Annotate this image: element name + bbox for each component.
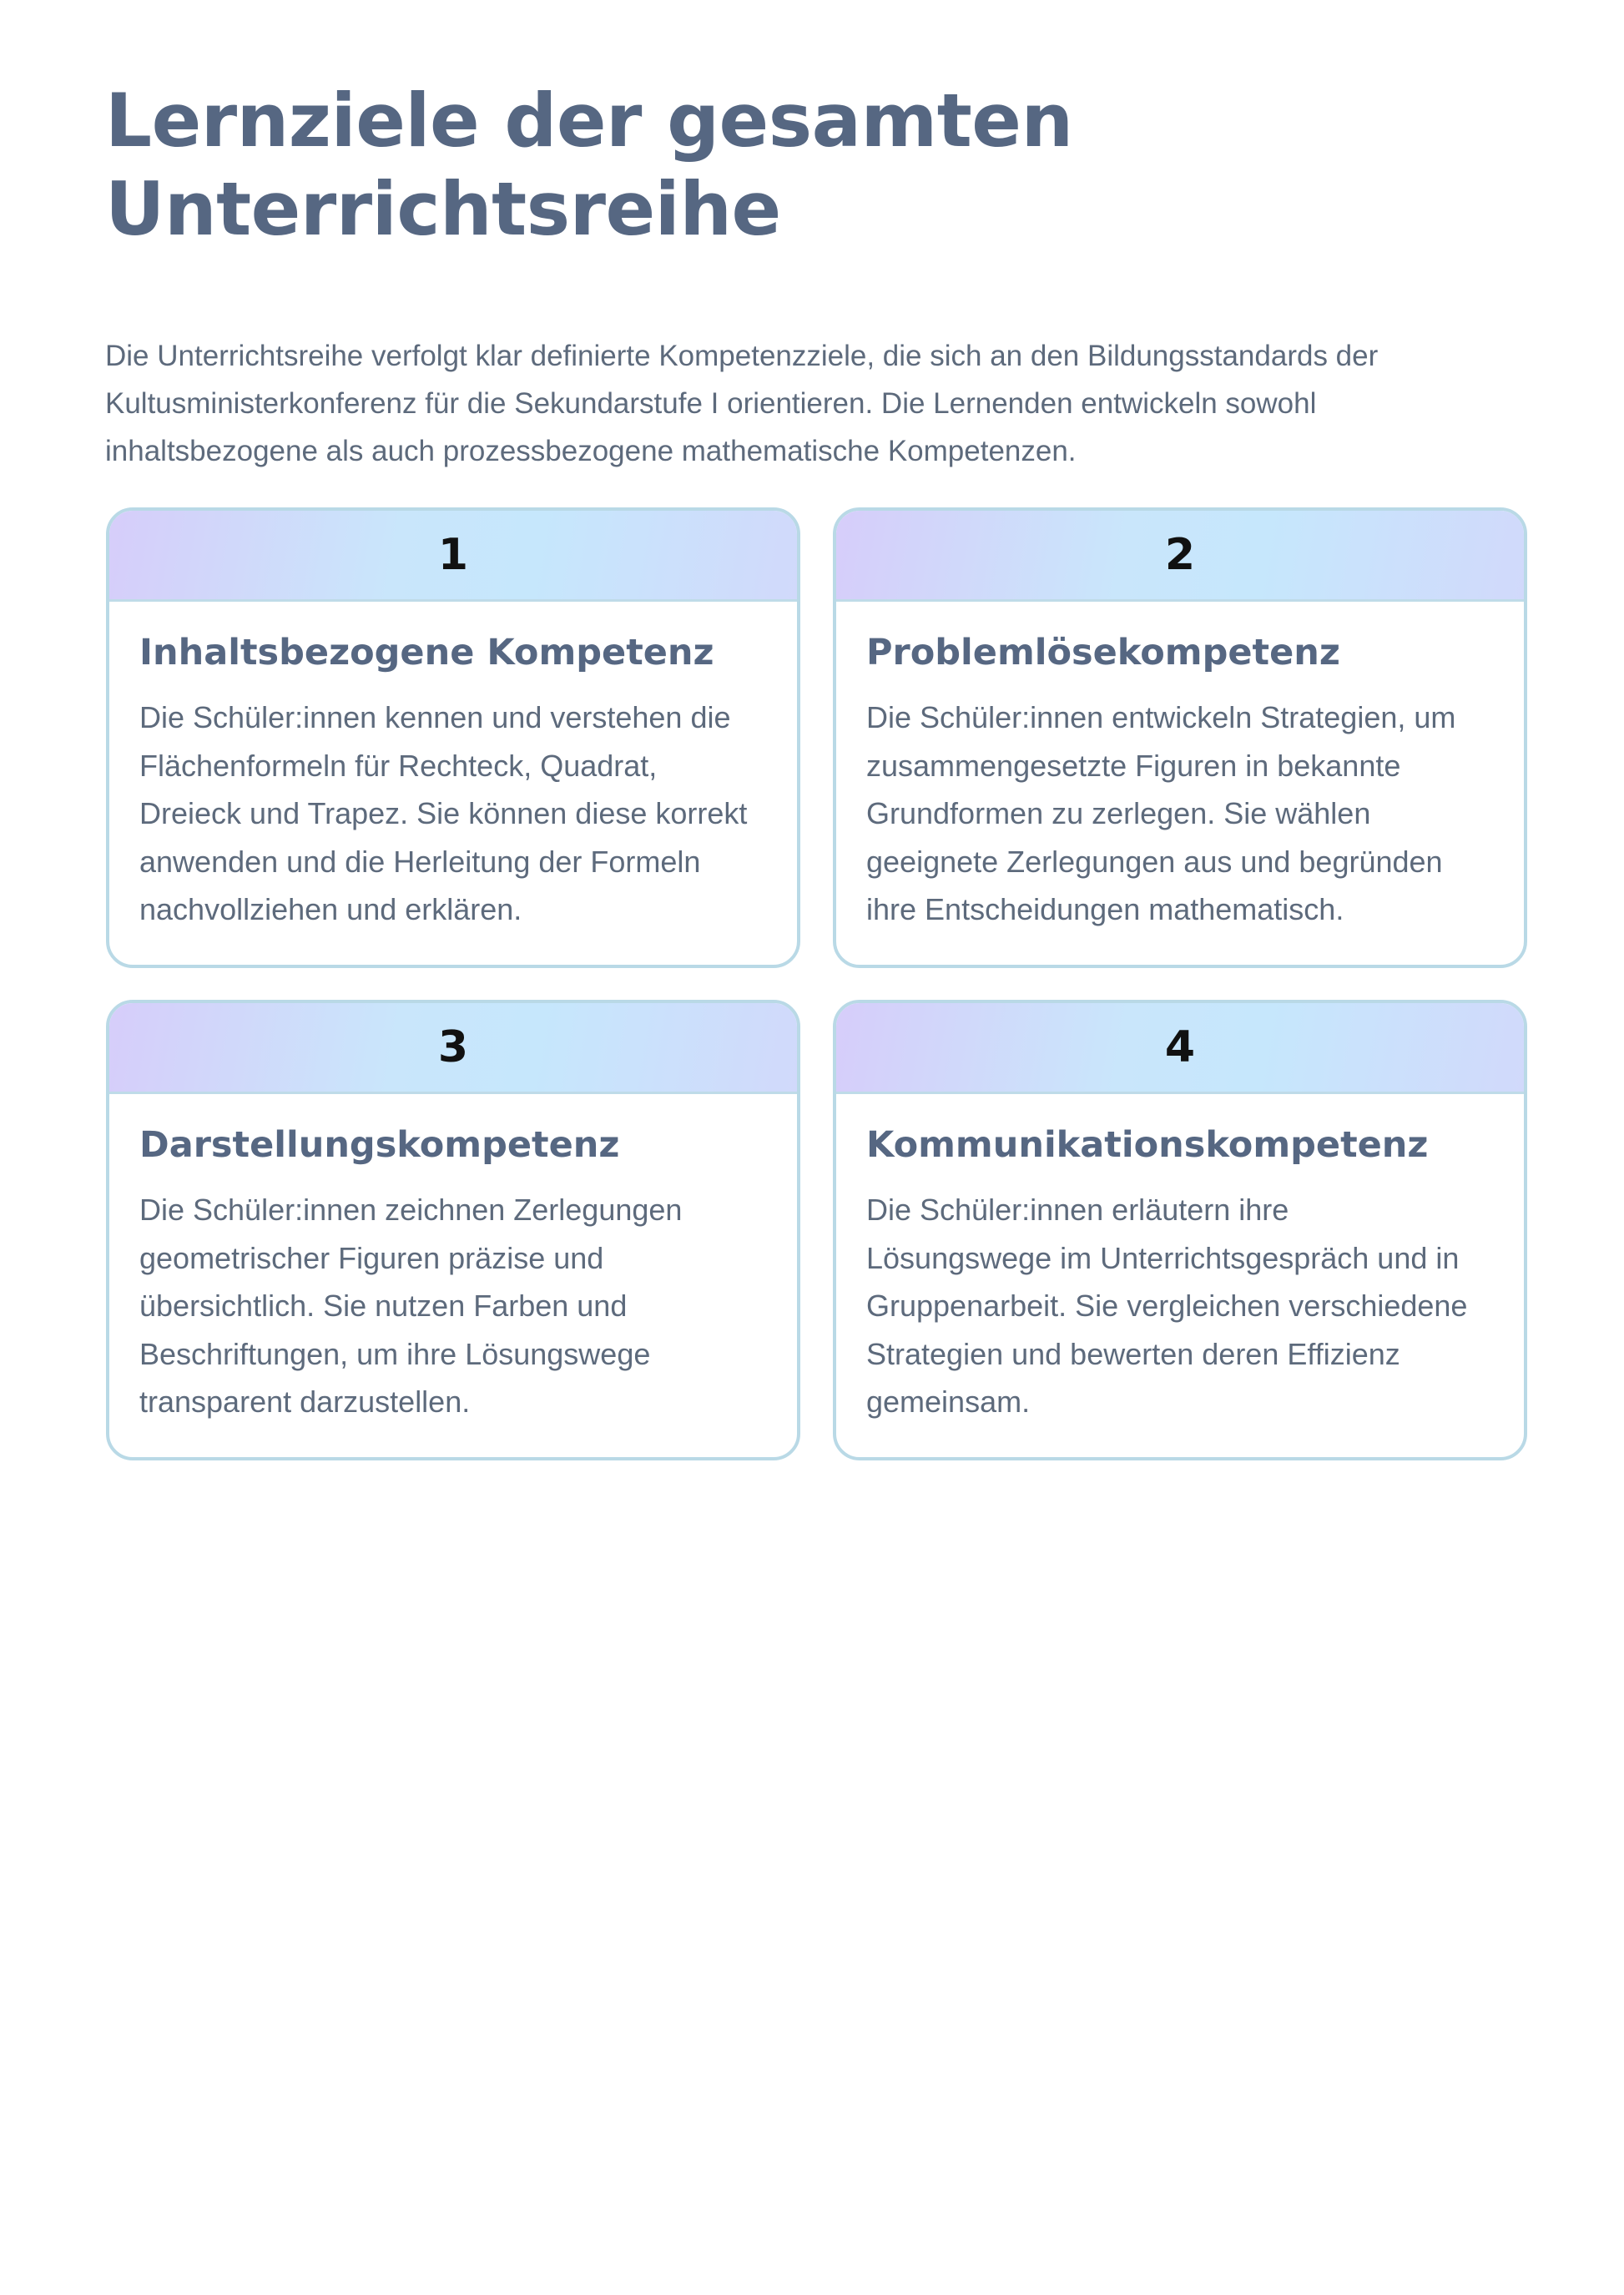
competency-card-1: [106, 507, 800, 968]
intro-line-1: Die Unterrichtsreihe verfolgt klar definierte Kompetenzziele, die sich an den Bildungsstandards der: [105, 340, 1379, 372]
card-number: 4: [1164, 1022, 1196, 1072]
card-text-line: Grundformen zu zerlegen. Sie wählen: [866, 796, 1371, 830]
card-text-line: Die Schüler:innen entwickeln Strategien, um: [866, 700, 1456, 734]
card-text-line: Dreieck und Trapez. Sie können diese korrekt: [139, 796, 748, 830]
page-title: [105, 77, 1273, 254]
intro-line-3: inhaltsbezogene als auch prozessbezogene mathematische Kompetenzen.: [105, 435, 1077, 467]
card-title: Kommunikationskompetenz: [866, 1124, 1429, 1166]
card-text-line: Die Schüler:innen zeichnen Zerlegungen: [139, 1193, 683, 1227]
card-text-line: gemeinsam.: [866, 1385, 1031, 1419]
intro-line-2: Kultusministerkonferenz für die Sekundarstufe I orientieren. Die Lernenden entwickeln sowohl: [105, 387, 1317, 420]
card-header: [109, 511, 797, 602]
card-text-line: übersichtlich. Sie nutzen Farben und: [139, 1289, 628, 1323]
card-text-line: zusammengesetzte Figuren in bekannte: [866, 748, 1401, 783]
card-title: Problemlösekompetenz: [866, 632, 1340, 673]
card-text-line: Beschriftungen, um ihre Lösungswege: [139, 1336, 651, 1371]
competency-card-4: [833, 1000, 1527, 1460]
card-text-line: Flächenformeln für Rechteck, Quadrat,: [139, 748, 658, 783]
card-text-line: geeignete Zerlegungen aus und begründen: [866, 844, 1443, 879]
card-description: [139, 1186, 797, 1426]
card-number: 3: [437, 1022, 469, 1072]
card-text-line: nachvollziehen und erklären.: [139, 892, 522, 926]
page-title-line-2: Unterrichtsreihe: [105, 166, 781, 252]
card-title: Darstellungskompetenz: [139, 1124, 620, 1166]
card-description: [866, 694, 1524, 934]
competency-card-2: [833, 507, 1527, 968]
card-description: [866, 1186, 1524, 1426]
card-header: [109, 1003, 797, 1094]
card-number: 2: [1164, 530, 1196, 580]
card-text-line: Strategien und bewerten deren Effizienz: [866, 1336, 1400, 1371]
card-text-line: ihre Entscheidungen mathematisch.: [866, 892, 1344, 926]
card-description: [139, 694, 797, 934]
card-text-line: Die Schüler:innen kennen und verstehen die: [139, 700, 731, 734]
page-title-line-1: Lernziele der gesamten: [105, 78, 1073, 164]
card-text-line: Lösungswege im Unterrichtsgespräch und in: [866, 1240, 1460, 1275]
card-text-line: anwenden und die Herleitung der Formeln: [139, 844, 701, 879]
card-text-line: Gruppenarbeit. Sie vergleichen verschiedene: [866, 1289, 1468, 1323]
intro-paragraph: [105, 332, 1524, 475]
card-text-line: Die Schüler:innen erläutern ihre: [866, 1193, 1289, 1227]
card-header: [836, 511, 1524, 602]
card-number: 1: [437, 530, 469, 580]
card-text-line: geometrischer Figuren präzise und: [139, 1240, 604, 1275]
competency-card-3: [106, 1000, 800, 1460]
card-text-line: transparent darzustellen.: [139, 1385, 471, 1419]
card-title: Inhaltsbezogene Kompetenz: [139, 632, 714, 673]
card-header: [836, 1003, 1524, 1094]
